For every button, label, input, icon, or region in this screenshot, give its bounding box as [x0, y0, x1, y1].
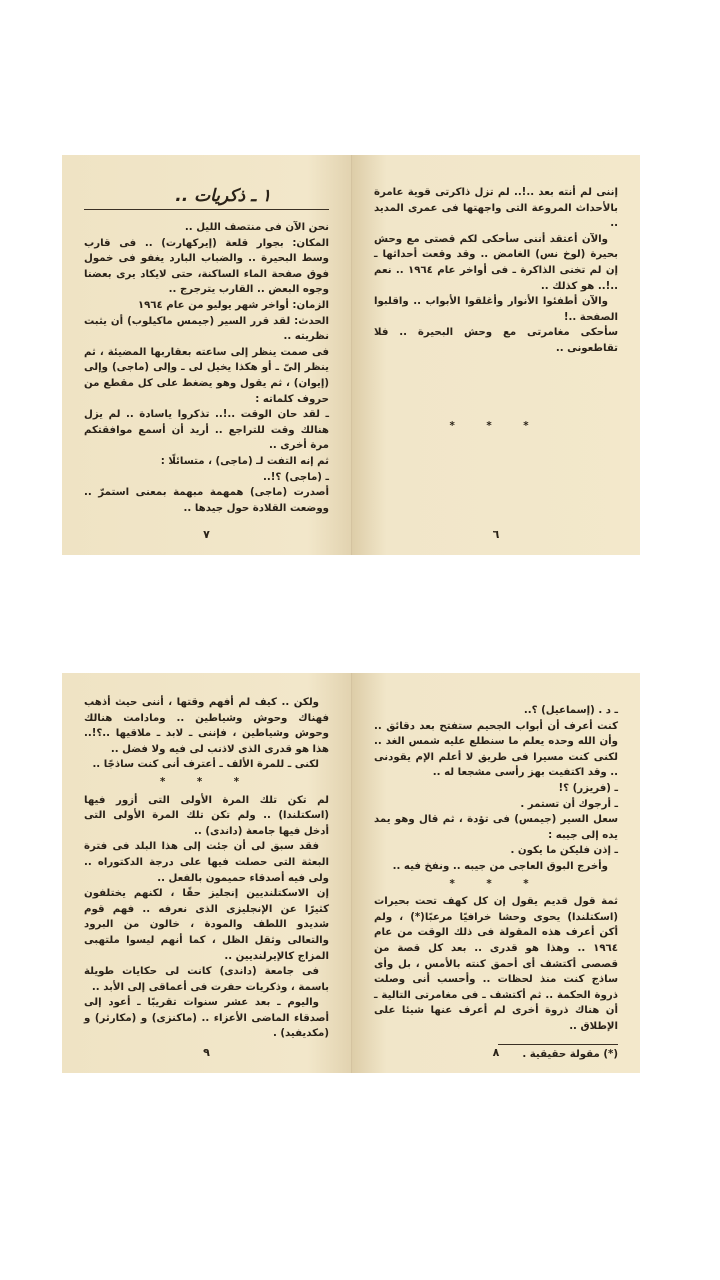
section-divider-stars: * * * — [449, 420, 543, 432]
paragraph: إن الاسكتلنديين إنجليز حقًا ، لكنهم يختلفون كثيرًا عن الإنجليزى الذى نعرفه .. فهم قوم شديدو اللطف والمودة ، خالون من البرود والتعالى وثقل الظل ، كما أنهم ليسوا ملتهبى المزاج كالإيرلنديين .. — [84, 888, 329, 962]
paragraph: المكان: بجوار قلعة (إيركهارت) .. فى قارب وسط البحيرة .. والضباب البارد يغفو فى خمول فوق صفحة الماء الساكنة، حتى لايكاد يرى بعضنا وجوه البعض .. القارب يترجرج .. — [84, 237, 329, 296]
paragraph: الزمان: أواخر شهر يوليو من عام ١٩٦٤ — [137, 299, 329, 311]
page-number: ٩ — [203, 1046, 210, 1060]
book-spread-bottom — [62, 673, 640, 1073]
paragraph: سعل السير (جيمس) فى تؤدة ، ثم قال وهو يمد يده إلى جيبه : — [374, 814, 618, 841]
paragraph: إننى لم أنته بعد ..!.. لم تزل ذاكرتى قوية عامرة بالأحداث المروعة التى واجهتها فى عمرى المديد .. — [374, 187, 618, 230]
paragraph: وأخرج البوق العاجى من جيبه .. ونفخ فيه .. — [392, 860, 608, 872]
paragraph: فقد سبق لى أن جئت إلى هذا البلد فى فترة البعثة التى حصلت فيها على درجة الدكتوراه .. ولى فيه أصدقاء حميمون بالفعل .. — [84, 841, 329, 884]
book-spread-top — [62, 155, 640, 555]
paragraph: واليوم ـ بعد عشر سنوات تقريبًا ـ أعود إلى أصدقاء الماضى الأعزاء .. (ماكنزى) و (مكارثر) و (مكديفيد) . — [84, 997, 329, 1040]
paragraph: سأحكى مغامرتى مع وحش البحيرة .. فلا تقاطعونى .. — [374, 327, 618, 354]
page-7-content — [84, 185, 329, 516]
page-6-content — [374, 185, 618, 436]
section-divider-stars: * * * — [449, 878, 543, 890]
page-9-content — [84, 695, 329, 1042]
paragraph: لم تكن تلك المرة الأولى التى أزور فيها (اسكتلندا) .. ولم تكن تلك المرة الأولى التى أدخل فيها جامعة (داندى) .. — [84, 794, 329, 837]
paragraph: ثمة قول قديم يقول إن كل كهف تحت بحيرات (اسكتلندا) يحوى وحشا خرافيًا مرعبًا(*) ، ولم أكن أعرف هذه المقولة فى ذلك الوقت من عام ١٩٦٤ .. وهذا هو قدرى .. بعد كل قصة من قصصى أكتشف أى أحمق كنته بالأمس ، بل وأى ساذج كنت منذ لحظات .. وأحسب أنى وصلت ذروة الحكمة .. ثم أكتشف ـ فى مغامرتى التالية ـ أن هناك ذروة أخرى لم أعرف عنها شيئا على الإطلاق .. — [374, 896, 618, 1032]
paragraph: ـ (ماجى) ؟!.. — [263, 471, 329, 483]
page-7 — [62, 155, 352, 555]
paragraph: الحدث: لقد قرر السير (جيمس ماكيلوب) أن يثبت نظريته .. — [84, 315, 329, 343]
paragraph: لكنى ـ للمرة الألف ـ أعترف أنى كنت ساذجًا .. — [92, 759, 319, 771]
paragraph: كنت أعرف أن أبواب الجحيم ستفتح بعد دقائق .. وأن الله وحده يعلم ما سنطلع عليه شمس الغد .. لكنى كنت مسيرا فى طريق لا أعلم الإم يقودنى .. وقد اكتفيت بهز رأسى مشجعا له .. — [374, 720, 618, 779]
page-9 — [62, 673, 352, 1073]
page-6 — [352, 155, 640, 555]
paragraph: والآن أعتقد أننى سأحكى لكم قصتى مع وحش بحيرة (لوخ نس) الغامض .. وقد وقعت أحداثها ـ إن لم تخنى الذاكرة ـ فى أواخر عام ١٩٦٤ .. نعم ..!.. هو كذلك .. — [374, 233, 618, 292]
page-number: ٧ — [203, 528, 210, 542]
paragraph: نحن الآن فى منتصف الليل .. — [184, 222, 329, 233]
page-8-content — [374, 703, 618, 1063]
paragraph: ـ (فريزر) ؟! — [558, 782, 618, 794]
chapter-title: ١ ـ ذكريات .. — [84, 185, 329, 210]
paragraph: ولكن .. كيف لم أفهم وقتها ، أننى حيث أذهب فهناك وحوش وشياطين .. ومادامت هنالك وحوش وشياطين ، فإننى ـ لابد ـ ملاقيها ..؟!.. هذا هو قدرى الذى لاذنب لى فيه ولا فضل .. — [84, 697, 329, 755]
paragraph: فى صمت ينظر إلى ساعته بعقاربها المضيئة ، ثم ينظر إلىّ ـ أو هكذا يخيل لى ـ وإلى (ماجى) وإلى (إيوان) ، ثم يقول وهو يضغط على كل مقطع من حروف كلماته : — [84, 346, 329, 405]
paragraph: ثم إنه التفت لـ (ماجى) ، متسائلًا : — [160, 455, 329, 467]
page-number: ٨ — [492, 1046, 500, 1060]
paragraph: ـ أرجوك أن تستمر . — [520, 798, 618, 810]
paragraph: والآن أطفئوا الأنوار وأغلقوا الأبواب .. واقلبوا الصفحة ..! — [374, 296, 618, 323]
paragraph: ـ د . (إسماعيل) ؟.. — [523, 705, 618, 716]
page-8 — [352, 673, 640, 1073]
paragraph: أصدرت (ماجى) همهمة مبهمة بمعنى استمرّ .. ووضعت القلادة حول جيدها .. — [84, 487, 329, 514]
page-number: ٦ — [492, 528, 500, 542]
paragraph: ـ لقد حان الوقت ..!.. تذكروا ياسادة .. لم يزل هنالك وقت للتراجع .. أريد أن أسمع موافقتكم مرة أخرى .. — [84, 409, 329, 452]
paragraph: ـ إذن فليكن ما يكون . — [510, 845, 618, 857]
paragraph: فى جامعة (داندى) كانت لى حكايات طويلة باسمة ، وذكريات حفرت فى أعماقى إلى الأبد .. — [84, 966, 329, 993]
section-divider-stars: * * * — [159, 776, 254, 788]
footnote: (*) مقولة حقيقية . — [498, 1044, 618, 1063]
